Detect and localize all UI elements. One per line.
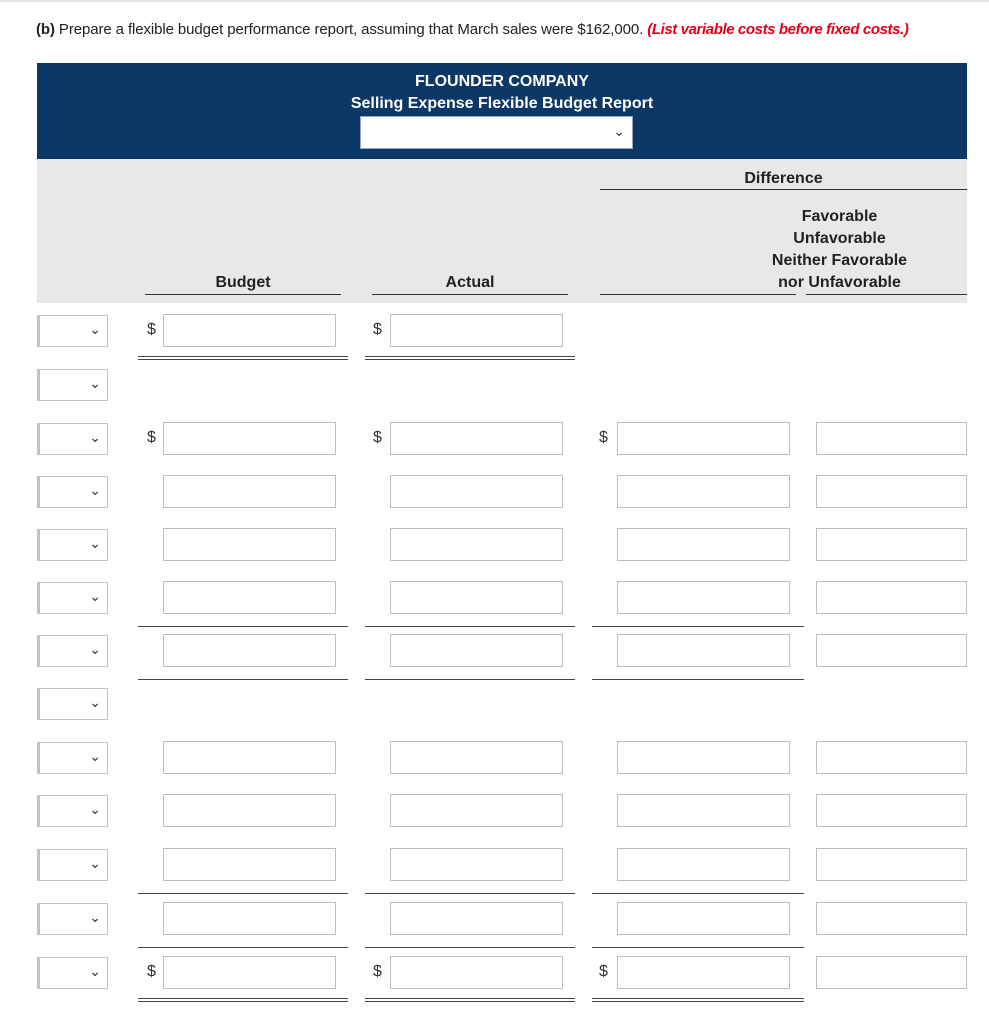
total-double-rule (138, 356, 348, 360)
currency-symbol: $ (147, 429, 156, 446)
table-row (0, 527, 989, 563)
neither-label-1: Neither Favorable (771, 252, 908, 269)
chevron-down-icon: ⌄ (613, 123, 625, 139)
table-row (0, 847, 989, 883)
account-select[interactable] (37, 688, 108, 720)
chevron-down-icon: ⌄ (89, 748, 101, 764)
status-select[interactable] (816, 634, 967, 667)
total-double-rule (592, 998, 804, 1002)
subtotal-rule (138, 893, 348, 894)
actual-input[interactable] (390, 794, 563, 827)
chevron-down-icon: ⌄ (89, 375, 101, 391)
difference-amount-rule (600, 294, 796, 295)
status-select[interactable] (816, 902, 967, 935)
account-select[interactable] (37, 476, 108, 508)
actual-input[interactable] (390, 475, 563, 508)
chevron-down-icon: ⌄ (89, 801, 101, 817)
table-row (0, 955, 989, 991)
status-select[interactable] (816, 741, 967, 774)
difference-input[interactable] (617, 848, 790, 881)
difference-input[interactable] (617, 528, 790, 561)
account-select[interactable] (37, 903, 108, 935)
budget-heading: Budget (215, 274, 271, 291)
budget-input[interactable] (163, 902, 336, 935)
table-row (0, 793, 989, 829)
actual-input[interactable] (390, 848, 563, 881)
table-row (0, 367, 989, 403)
subtotal-rule (365, 947, 575, 948)
budget-input[interactable] (163, 528, 336, 561)
actual-rule (372, 294, 568, 295)
chevron-down-icon: ⌄ (89, 482, 101, 498)
difference-heading: Difference (744, 170, 823, 187)
period-select[interactable] (360, 116, 633, 149)
chevron-down-icon: ⌄ (89, 321, 101, 337)
chevron-down-icon: ⌄ (89, 429, 101, 445)
status-select[interactable] (816, 475, 967, 508)
unfavorable-label: Unfavorable (793, 230, 886, 247)
account-select[interactable] (37, 957, 108, 989)
actual-input[interactable] (390, 581, 563, 614)
table-row (0, 633, 989, 669)
currency-symbol: $ (599, 429, 608, 446)
status-select[interactable] (816, 422, 967, 455)
table-row (0, 474, 989, 510)
subtotal-rule (592, 947, 804, 948)
difference-input[interactable] (617, 741, 790, 774)
part-label: (b) (36, 21, 55, 38)
chevron-down-icon: ⌄ (89, 963, 101, 979)
actual-input[interactable] (390, 956, 563, 989)
difference-input[interactable] (617, 634, 790, 667)
difference-input[interactable] (617, 475, 790, 508)
budget-input[interactable] (163, 475, 336, 508)
actual-input[interactable] (390, 422, 563, 455)
difference-input[interactable] (617, 581, 790, 614)
budget-rule (145, 294, 341, 295)
account-select[interactable] (37, 369, 108, 401)
difference-rule (600, 189, 967, 190)
chevron-down-icon: ⌄ (89, 909, 101, 925)
budget-input[interactable] (163, 634, 336, 667)
budget-input[interactable] (163, 848, 336, 881)
account-select[interactable] (37, 315, 108, 347)
status-select[interactable] (816, 956, 967, 989)
actual-input[interactable] (390, 314, 563, 347)
difference-input[interactable] (617, 422, 790, 455)
table-row (0, 580, 989, 616)
subtotal-rule (138, 947, 348, 948)
table-row (0, 686, 989, 722)
report-header (37, 63, 967, 159)
table-row (0, 421, 989, 457)
instruction-text (36, 21, 908, 38)
chevron-down-icon: ⌄ (89, 694, 101, 710)
status-select[interactable] (816, 581, 967, 614)
company-name: FLOUNDER COMPANY (415, 73, 589, 90)
account-select[interactable] (37, 742, 108, 774)
budget-input[interactable] (163, 314, 336, 347)
chevron-down-icon: ⌄ (89, 535, 101, 551)
currency-symbol: $ (373, 963, 382, 980)
status-select[interactable] (816, 528, 967, 561)
budget-input[interactable] (163, 581, 336, 614)
subtotal-rule (592, 893, 804, 894)
total-double-rule (365, 356, 575, 360)
account-select[interactable] (37, 849, 108, 881)
currency-symbol: $ (147, 963, 156, 980)
chevron-down-icon: ⌄ (89, 641, 101, 657)
report-title: Selling Expense Flexible Budget Report (350, 95, 654, 112)
favorable-label: Favorable (801, 208, 878, 225)
currency-symbol: $ (373, 321, 382, 338)
table-row (0, 313, 989, 349)
currency-symbol: $ (147, 321, 156, 338)
budget-input[interactable] (163, 422, 336, 455)
total-double-rule (138, 998, 348, 1002)
difference-input[interactable] (617, 956, 790, 989)
neither-label-2: nor Unfavorable (778, 274, 901, 291)
subtotal-rule (138, 626, 348, 627)
actual-input[interactable] (390, 741, 563, 774)
currency-symbol: $ (599, 963, 608, 980)
budget-input[interactable] (163, 741, 336, 774)
account-select[interactable] (37, 635, 108, 667)
subtotal-rule (365, 893, 575, 894)
budget-input[interactable] (163, 794, 336, 827)
difference-input[interactable] (617, 902, 790, 935)
instruction-body: Prepare a flexible budget performance report, assuming that March sales were $162,000. (54, 21, 648, 38)
subtotal-rule (592, 626, 804, 627)
account-select[interactable] (37, 423, 108, 455)
table-row (0, 901, 989, 937)
actual-input[interactable] (390, 528, 563, 561)
chevron-down-icon: ⌄ (89, 588, 101, 604)
actual-input[interactable] (390, 634, 563, 667)
chevron-down-icon: ⌄ (89, 855, 101, 871)
subtotal-rule (138, 679, 348, 680)
budget-input[interactable] (163, 956, 336, 989)
table-row (0, 740, 989, 776)
instruction-hint: (List variable costs before fixed costs.) (647, 21, 909, 38)
status-select[interactable] (816, 848, 967, 881)
account-select[interactable] (37, 529, 108, 561)
total-double-rule (365, 998, 575, 1002)
subtotal-rule (365, 679, 575, 680)
subtotal-rule (592, 679, 804, 680)
currency-symbol: $ (373, 429, 382, 446)
account-select[interactable] (37, 795, 108, 827)
actual-input[interactable] (390, 902, 563, 935)
status-rule (806, 294, 967, 295)
actual-heading: Actual (445, 274, 495, 291)
subtotal-rule (365, 626, 575, 627)
status-select[interactable] (816, 794, 967, 827)
account-select[interactable] (37, 582, 108, 614)
top-divider (0, 0, 989, 2)
difference-input[interactable] (617, 794, 790, 827)
